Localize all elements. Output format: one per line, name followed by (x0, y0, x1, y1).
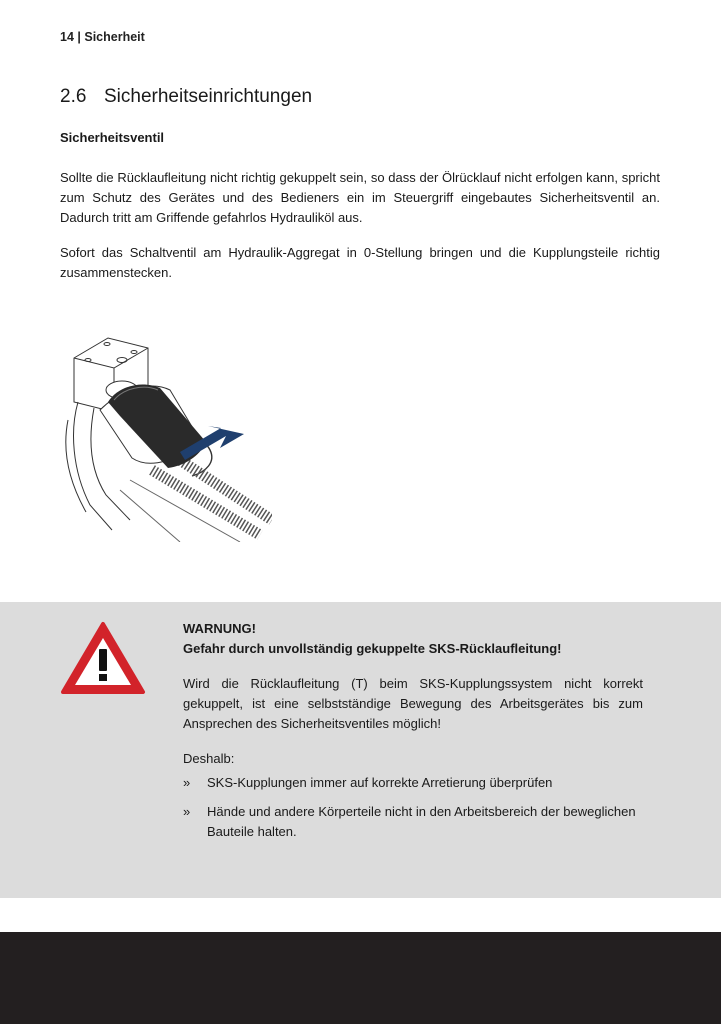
section-title (60, 86, 312, 108)
warning-subtitle: Gefahr durch unvollständig gekuppelte SKS-Rücklaufleitung! (183, 641, 562, 656)
warning-therefore: Deshalb: (183, 751, 235, 766)
list-item (183, 773, 643, 793)
warning-body: Wird die Rücklaufleitung (T) beim SKS-Kupplungssystem nicht korrekt gekuppelt, ist eine selbstständige Bewegung des Arbeitsgerätes bis zum Ansprechen des Sicherheitsventiles möglich! (183, 676, 643, 731)
list-item-text: SKS-Kupplungen immer auf korrekte Arretierung überprüfen (207, 775, 553, 790)
warning-box (0, 602, 721, 898)
subheading: Sicherheitsventil (60, 130, 165, 145)
section-number: 2.6 (60, 86, 87, 107)
paragraph: Sollte die Rücklaufleitung nicht richtig gekuppelt sein, so dass der Ölrücklauf nicht erfolgen kann, spricht zum Schutz des Gerätes und des Bedieners ein im Steuergriff eingebautes Sicherheitsventil an. Dadurch tritt am Griffende gefahrlos Hydrauliköl aus. (60, 170, 660, 225)
bullet-icon: » (183, 775, 191, 790)
chapter-name: Sicherheit (84, 30, 145, 44)
warning-list (183, 773, 643, 842)
safety-valve-illustration (60, 330, 272, 542)
page-header (60, 30, 145, 44)
warning-title: WARNUNG! (183, 621, 256, 636)
paragraph: Sofort das Schaltventil am Hydraulik-Aggregat in 0-Stellung bringen und die Kupplungsteile richtig zusammenstecken. (60, 245, 660, 280)
section-title-text: Sicherheitseinrichtungen (104, 86, 313, 107)
warning-text (183, 619, 643, 851)
bullet-icon: » (183, 804, 191, 819)
warning-triangle-icon (60, 621, 146, 695)
header-separator: | (77, 30, 81, 44)
footer-bar (0, 932, 721, 1024)
page-number: 14 (60, 30, 74, 44)
list-item-text: Hände und andere Körperteile nicht in den Arbeitsbereich der beweglichen Bauteile halten. (207, 804, 636, 839)
list-item (183, 802, 643, 842)
